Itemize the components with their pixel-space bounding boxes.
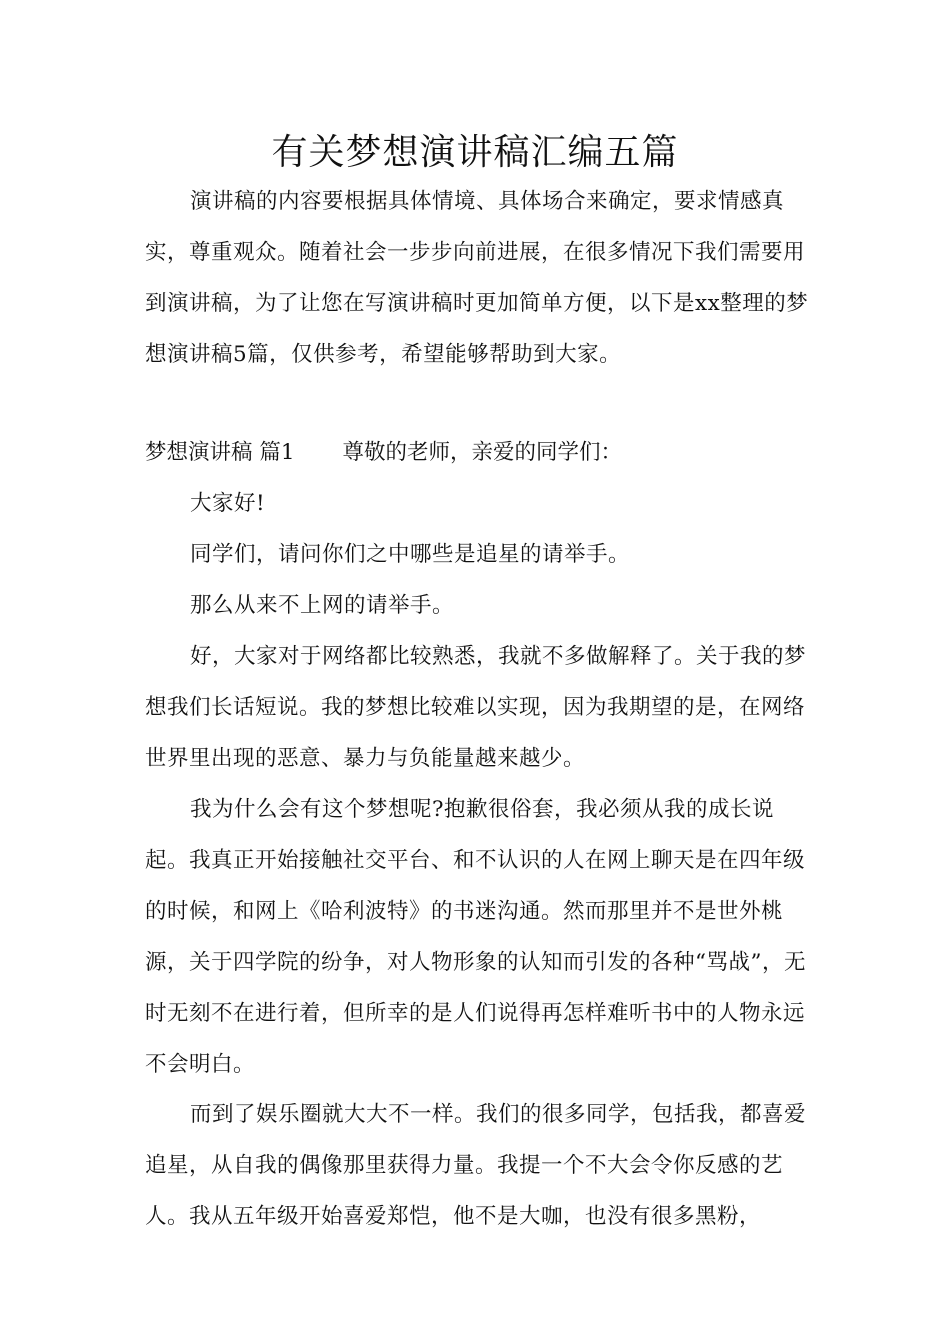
paragraph-question-2: 那么从来不上网的请举手。 <box>190 593 455 618</box>
paragraph-growth: 我为什么会有这个梦想呢?抱歉很俗套，我必须从我的成长说起。我真正开始接触社交平台、和不认识的人在网上聊天是在四年级的时候，和网上《哈利波特》的书迷沟通。然而那里并不是世外桃源，关于四学院的纷争，对人物形象的认知而引发的各种“骂战”，无时无刻不在进行着，但所幸的是人们说得再怎样难听书中的人物永远不会明白。 <box>145 797 806 1077</box>
paragraph-dream: 好，大家对于网络都比较熟悉，我就不多做解释了。关于我的梦想我们长话短说。我的梦想比较难以实现，因为我期望的是，在网络世界里出现的恶意、暴力与负能量越来越少。 <box>145 644 807 771</box>
paragraph-entertainment: 而到了娱乐圈就大大不一样。我们的很多同学，包括我，都喜爱追星，从自我的偶像那里获得力量。我提一个不大会令你反感的艺人。我从五年级开始喜爱郑恺，他不是大咖，也没有很多黑粉， <box>145 1102 807 1229</box>
paragraph-question-1: 同学们，请问你们之中哪些是追星的请举手。 <box>190 542 631 567</box>
paragraph-greeting: 大家好! <box>190 491 266 516</box>
section-heading-row <box>145 427 622 478</box>
section-heading: 梦想演讲稿 篇1 <box>145 440 295 465</box>
intro-paragraph: 演讲稿的内容要根据具体情境、具体场合来确定，要求情感真实，尊重观众。随着社会一步步向前进展，在很多情况下我们需要用到演讲稿，为了让您在写演讲稿时更加简单方便，以下是xx整理的梦想演讲稿5篇，仅供参考，希望能够帮助到大家。 <box>145 189 809 367</box>
salutation: 尊敬的老师，亲爱的同学们： <box>342 440 623 465</box>
document-title: 有关梦想演讲稿汇编五篇 <box>271 132 679 173</box>
